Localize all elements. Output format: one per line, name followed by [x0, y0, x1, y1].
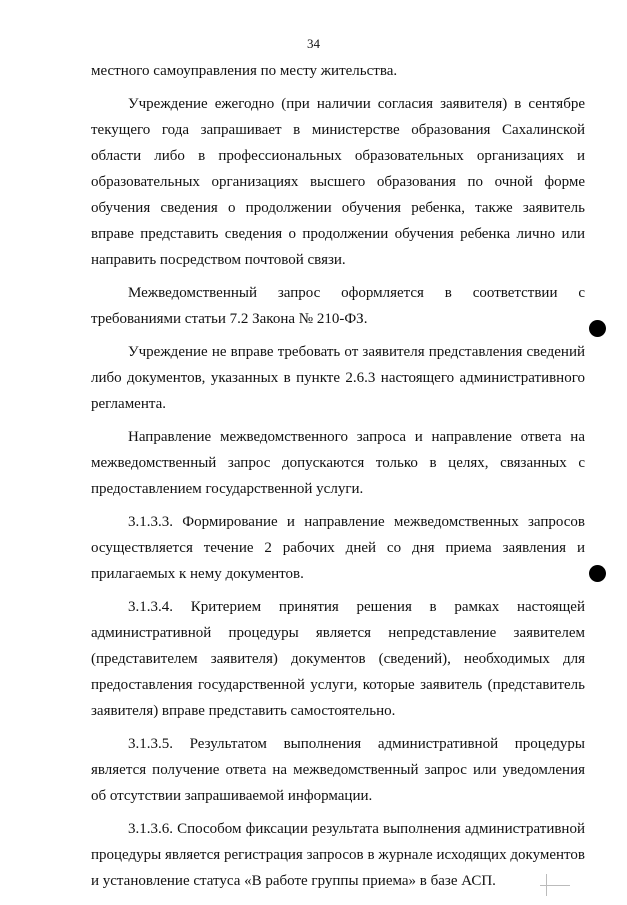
paragraph-continuation: местного самоуправления по месту жительства. [91, 63, 398, 79]
binder-hole-mark [589, 320, 606, 337]
paragraph-3-1-3-5: 3.1.3.5. Результатом выполнения административной процедуры является получение ответа на межведомственный запрос или уведомления об отсутствии запрашиваемой информации. [91, 736, 585, 804]
paragraph-interagency-request-form: Межведомственный запрос оформляется в соответствии с требованиями статьи 7.2 Закона № 210-ФЗ. [91, 285, 585, 327]
binder-hole-mark [589, 565, 606, 582]
paragraph-annual-request: Учреждение ежегодно (при наличии согласия заявителя) в сентябре текущего года запрашивает в министерстве образования Сахалинской области либо в профессиональных образовательных организациях и образовательных организациях высшего образования по очной форме обучения сведения о продолжении обучения ребенка, также заявитель вправе представить сведения о продолжении обучения ребенка лично или направить посредством почтовой связи. [91, 96, 585, 268]
paragraph-3-1-3-3: 3.1.3.3. Формирование и направление межведомственных запросов осуществляется течение 2 рабочих дней со дня приема заявления и прилагаемых к нему документов. [91, 514, 585, 582]
paragraph-request-purpose: Направление межведомственного запроса и направление ответа на межведомственный запрос допускаются только в целях, связанных с предоставлением государственной услуги. [91, 429, 585, 497]
page-number: 34 [307, 36, 320, 51]
paragraph-3-1-3-6: 3.1.3.6. Способом фиксации результата выполнения административной процедуры является регистрация запросов в журнале исходящих документов и установление статуса «В работе группы приема» в базе АСП. [91, 821, 585, 889]
paragraph-no-right-to-require: Учреждение не вправе требовать от заявителя представления сведений либо документов, указанных в пункте 2.6.3 настоящего административного регламента. [91, 344, 585, 412]
paragraph-3-1-3-4: 3.1.3.4. Критерием принятия решения в рамках настоящей административной процедуры является непредставление заявителем (представителем заявителя) документов (сведений), необходимых для предоставления государственной услуги, которые заявитель (представитель заявителя) вправе представить самостоятельно. [91, 599, 585, 719]
scan-corner-mark [540, 885, 570, 886]
document-body [91, 58, 585, 894]
